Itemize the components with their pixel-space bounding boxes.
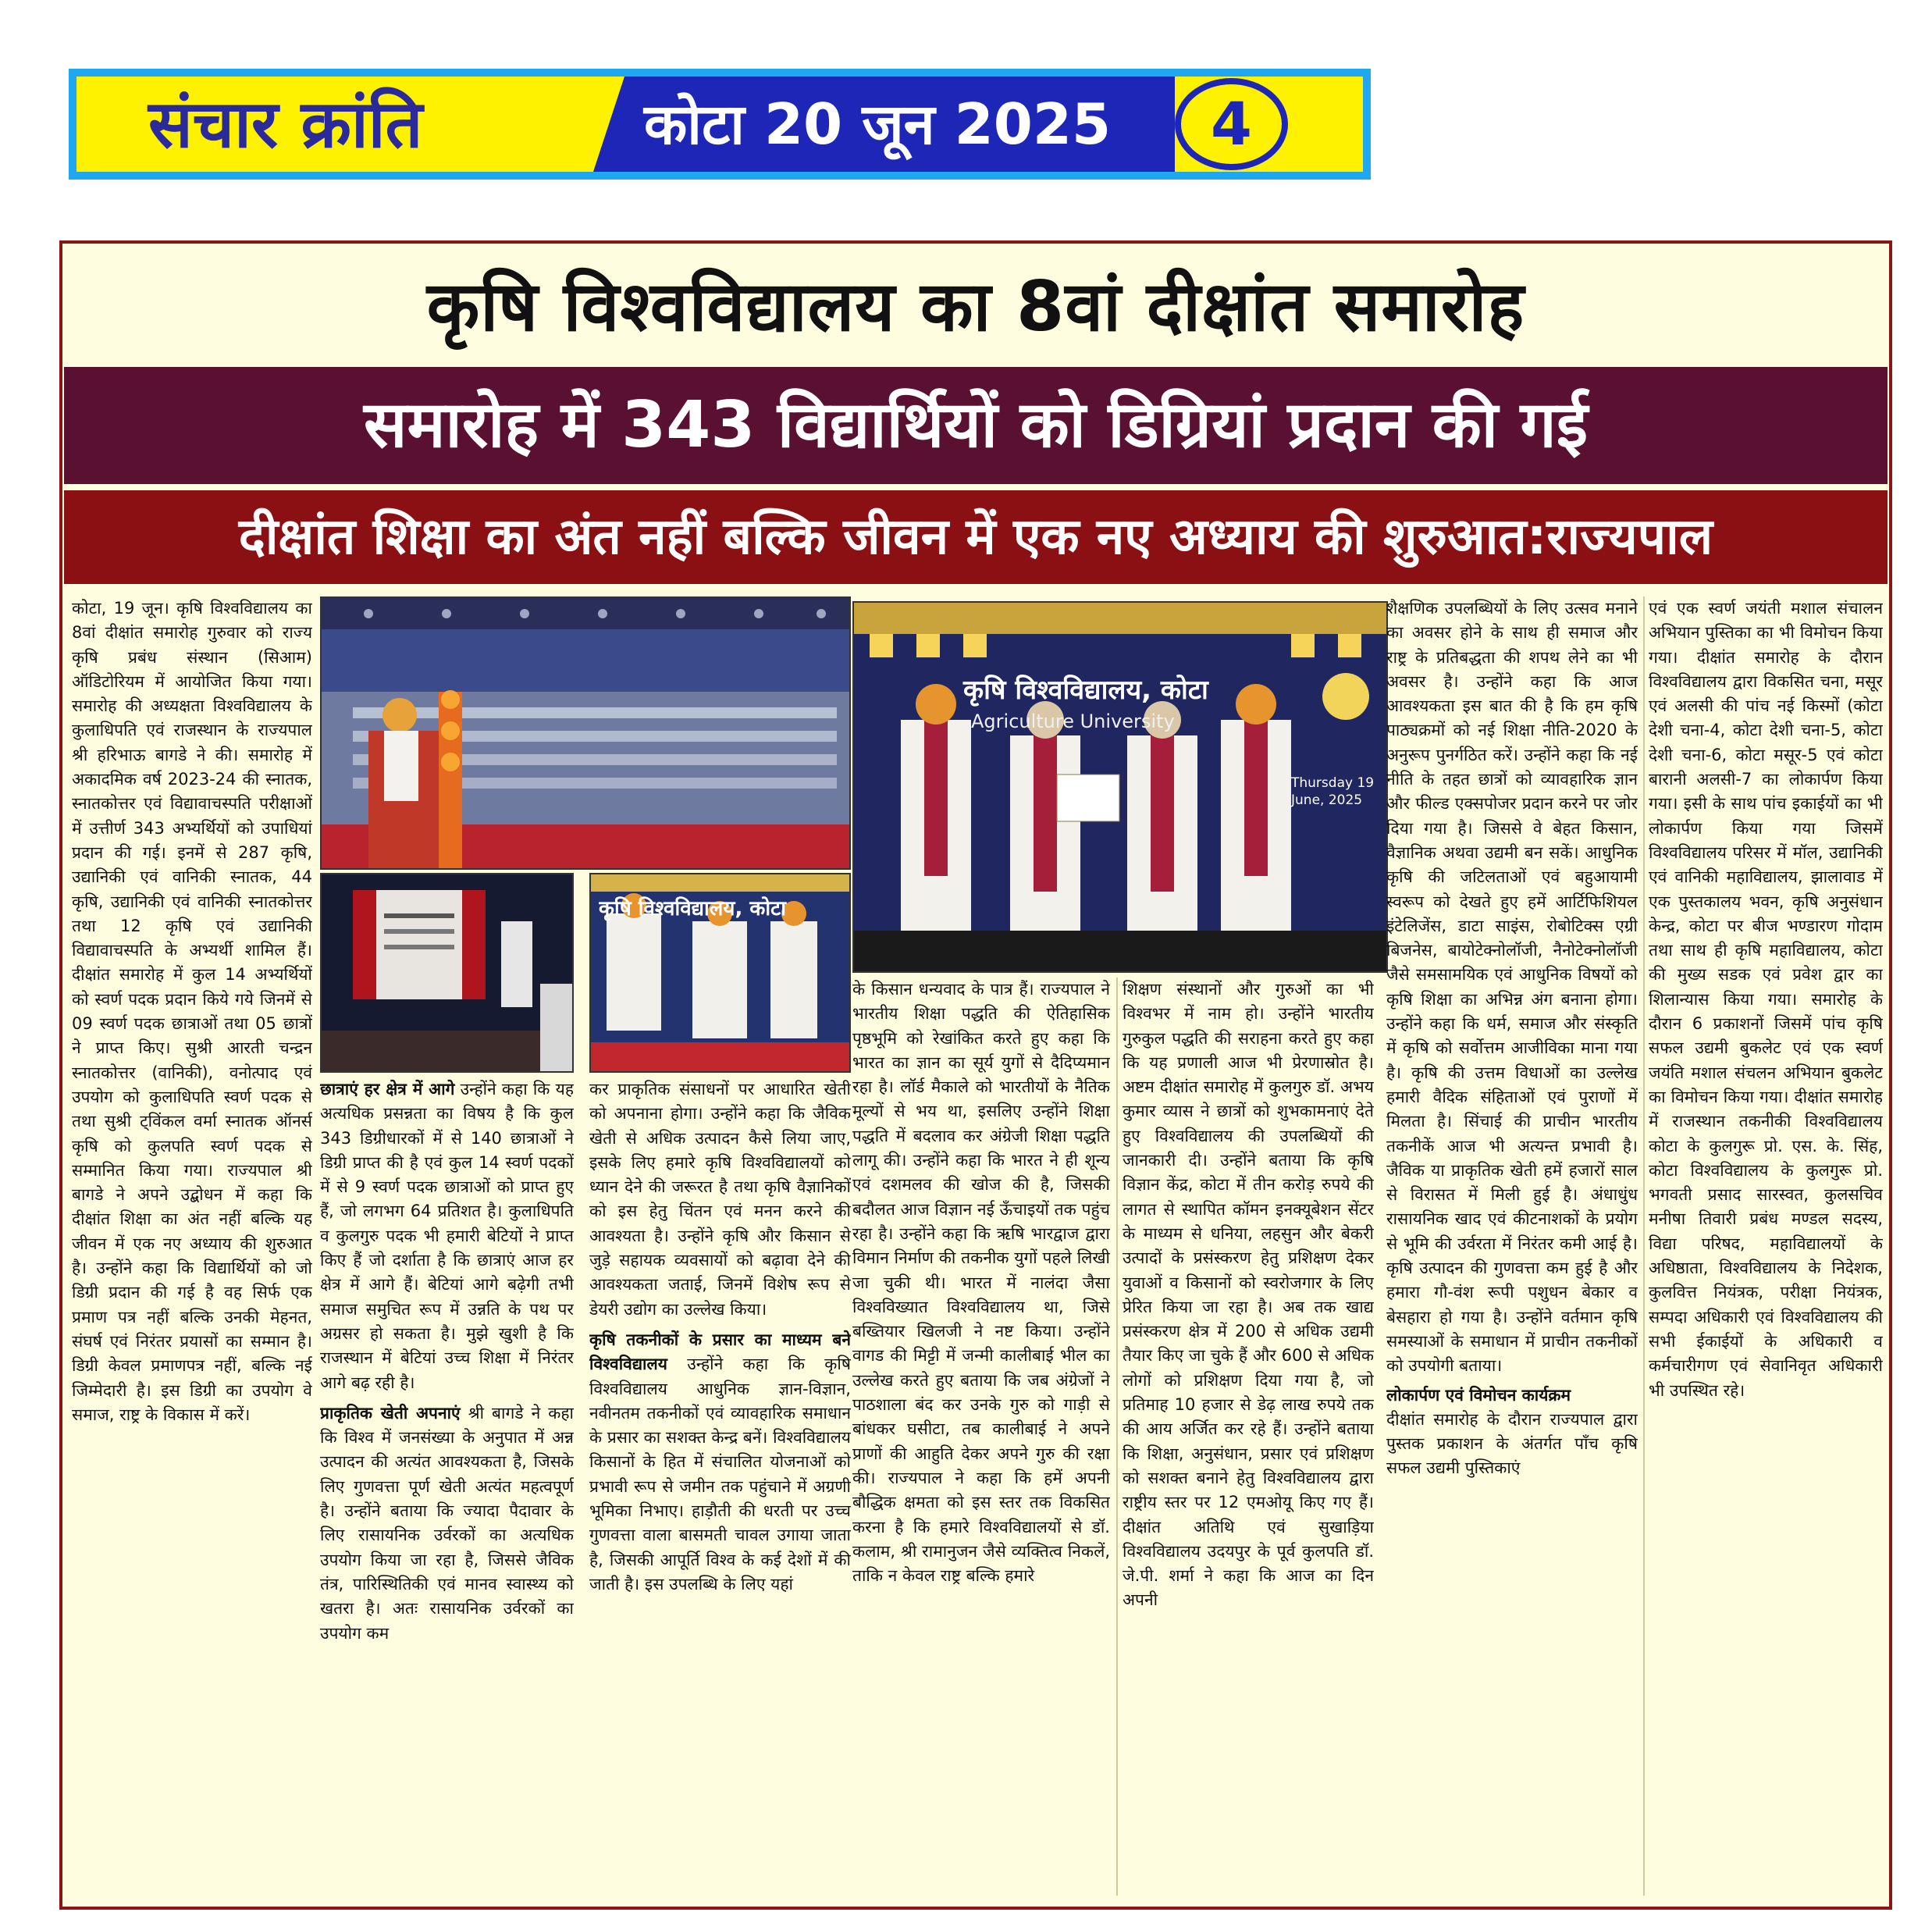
column-3 xyxy=(589,1077,851,1896)
column-6-text: शैक्षणिक उपलब्धियों के लिए उत्सव मनाने का अवसर होने के साथ ही समाज और राष्ट्र के प्रतिबद्धता की शपथ लेने का भी अवसर है। उन्होंने कहा कि आज आवश्यकता इस बात की है कि हम कृषि पाठ्यक्रमों को नई शिक्षा नीति-2020 के अनुरूप पुनर्गठित करें। उन्होंने कहा कि नई नीति के तहत छात्रों को व्यावहारिक ज्ञान और फील्ड एक्सपोजर प्रदान करने पर जोर दिया गया है। जिससे वे बेहत किसान, वैज्ञानिक अथवा उद्यमी बन सकें। आधुनिक कृषि की जटिलताओं एवं बहुआयामी स्वरूप को देखते हुए हमें आर्टिफिशियल इंटेलिजेंस, डाटा साइंस, रोबोटिक्स एग्री बिजनेस, बायोटेक्नोलॉजी, नैनोटेक्नोलॉजी जैसे समसामयिक एवं आधुनिक विषयों को कृषि शिक्षा का अभिन्न अंग बनाना होगा। उन्होंने कहा कि धर्म, समाज और संस्कृति में कृषि को सर्वोत्तम आजीविका माना गया है। कृषि की उत्तम विधाओं का उल्लेख हमारी वैदिक संहिताओं एवं पुराणों में मिलता है। सिंचाई की प्राचीन भारतीय तकनीकें आज भी अत्यन्त प्रभावी है। जैविक या प्राकृतिक खेती हमें हजारों साल से विरासत में मिली हुई है। अंधाधुंध रासायनिक खाद एवं कीटनाशकों के प्रयोग से भूमि की उर्वरता में निरंतर कमी आई है। कृषि उत्पादन की गुणवत्ता कम हुई है और हमारा गौ-वंश रूपी पशुधन बेकार व बेसहारा हो गया है। उन्होंने वर्तमान कृषि समस्याओं के समाधान में प्राचीन तकनीकों को उपयोगी बताया। xyxy=(1386,599,1638,1376)
column-4 xyxy=(852,977,1110,1896)
column-3-text: कर प्राकृतिक संसाधनों पर आधारित खेती को अपनाना होगा। उन्होंने कहा कि जैविक खेती से अधिक उत्पादन कैसे लिया जाए, इसके लिए हमारे कृषि विश्वविद्यालयों को ध्यान देने की जरूरत है तथा कृषि वैज्ञानिकों को इस हेतु चिंतन एवं मनन करने की आवश्यता है। उन्होंने कृषि और किसान से जुड़े सहायक व्यवसायों को बढ़ावा देने की आवश्यकता जताई, जिनमें विशेष रूप से डेयरी उद्योग का उल्लेख किया। xyxy=(589,1080,851,1319)
screen-launch-illustration xyxy=(322,874,574,1073)
page-number: 4 xyxy=(1211,89,1252,158)
section-heading-university-role: कृषि तकनीकों के प्रसार का माध्यम बने विश्वविद्यालय xyxy=(589,1330,851,1374)
stage-banner: कृषि विश्वविद्यालय, कोटा xyxy=(963,675,1208,706)
column-7-text: एवं एक स्वर्ण जयंती मशाल संचालन अभियान पुस्तिका का भी विमोचन किया गया। दीक्षांत समारोह के दौरान विश्वविद्यालय द्वारा विकसित चना, मसूर एवं अलसी की पांच नई किस्मों (कोटा देशी चना-4, कोटा देशी चना-5, कोटा देशी चना-6, कोटा मसूर-5 एवं कोटा बारानी अलसी-7 का लोकार्पण किया गया। इसी के साथ पांच इकाईयों का भी लोकार्पण किया गया जिसमें विश्वविद्यालय परिसर में मॉल, उद्यानिकी एवं वानिकी महाविद्यालय, झालावाड में एक पुस्तकालय भवन, कृषि अनुसंधान केन्द्र, कोटा पर बीज भण्डारण गोदाम तथा साथ ही कृषि महाविद्यालय, कोटा की मुख्य सडक एवं प्रवेश द्वार का शिलान्यास किया गया। समारोह के दौरान 6 प्रकाशनों जिसमें पांच कृषि सफल उद्यमी बुकलेट एवं एक स्वर्ण जयंति मशाल संचलन अभियान बुकलेट का विमोचन किया गया। दीक्षांत समारोह में राजस्थान तकनीकी विश्वविद्यालय कोटा के कुलगुरू प्रो. एस. के. सिंह, कोटा विश्वविद्यालय के कुलगुरू प्रो. भगवती प्रसाद सारस्वत, कुलसचिव मनीषा तिवारी प्रबंध मण्डल सदस्य, विद्या परिषद, महाविद्यालयों के अधिष्ठाता, विश्वविद्यालय के निदेशक, कुलवित्त नियंत्रक, परीक्षा नियंत्रक, सम्पदा अधिकारी एवं विश्वविद्यालय की सभी ईकाईयों के अधिकारी व कर्मचारीगण एवं सेवानिवृत अधिकारी भी उपस्थित रहे। xyxy=(1649,599,1883,1400)
column-5-text: शिक्षण संस्थानों और गुरुओं का भी विश्वभर में नाम हो। उन्होंने भारतीय गुरुकुल पद्धति की सराहना करते हुए कहा कि यह प्रणाली आज भी प्रेरणास्रोत है। अष्टम दीक्षांत समारोह में कुलगुरु डॉ. अभय कुमार व्यास ने छात्रों को शुभकामनाएं देते हुए विश्वविद्यालय की उपलब्धियों की जानकारी दी। उन्होंने बताया कि कृषि विज्ञान केंद्र, कोटा में तीन करोड़ रुपये की लागत से स्थापित कॉमन इनक्यूबेशन सेंटर के माध्यम से धनिया, लहसुन और बेकरी उत्पादों के प्रसंस्करण हेतु प्रशिक्षण देकर युवाओं व किसानों को स्वरोजगार के लिए प्रेरित किया जा रहा है। अब तक खाद्य प्रसंस्करण क्षेत्र में 200 से अधिक उद्यमी तैयार किए जा चुके हैं और 600 से अधिक लोगों को प्रशिक्षण दिया गया है, जो प्रतिमाह 10 हजार से डेढ़ लाख रुपये तक की आय अर्जित कर रहे हैं। उन्होंने बताया कि शिक्षा, अनुसंधान, प्रसार एवं प्रशिक्षण को सशक्त बनाने हेतु विश्वविद्यालय द्वारा राष्ट्रीय स्तर पर 12 एमओयू किए गए हैं। दीक्षांत अतिथि एवं सुखाड़िया विश्वविद्यालय उदयपुर के पूर्व कुलपति डॉ. जे.पी. शर्मा ने कहा कि आज का दिन अपनी xyxy=(1123,980,1374,1610)
photo-degree-ceremony xyxy=(852,601,1388,973)
column-2-text: उन्होंने कहा कि यह अत्यधिक प्रसन्नता का विषय है कि कुल 343 डिग्रीधारकों में से 140 छात्राओं ने डिग्री प्राप्त की है एवं कुल 14 स्वर्ण पदकों में से 9 स्वर्ण पदक छात्राओं को प्राप्त हुए हैं, जो लगभग 64 प्रतिशत है। कुलाधिपति व कुलगुरु पदक भी हमारी बेटियों ने प्राप्त किए हैं जो दर्शाता है कि छात्राएं आज हर क्षेत्र में आगे हैं। बेटियां आगे बढ़ेगी तभी समाज समुचित रूप में उन्नति के पथ पर अग्रसर हो सकता है। मुझे खुशी है कि राजस्थान में बेटियां उच्च शिक्षा में निरंतर आगे बढ़ रही है। xyxy=(320,1080,574,1392)
column-3b-text: उन्होंने कहा कि कृषि विश्वविद्यालय आधुनिक ज्ञान-विज्ञान, नवीनतम तकनीकों एवं व्यावहारिक समाधान के प्रसार का सशक्त केन्द्र बनें। विश्वविद्यालय किसानों के हित में संचालित योजनाओं को प्रभावी रूप से जमीन तक पहुंचाने में अग्रणी भूमिका निभाए। हाड़ौती की धरती पर उच्च गुणवत्ता वाला बासमती चावल उगाया जाता है, जिसकी आपूर्ति विश्व के कई देशों में की जाती है। इस उपलब्धि के लिए यहां xyxy=(589,1355,851,1593)
column-2b-text: श्री बागडे ने कहा कि विश्व में जनसंख्या के अनुपात में अन्न उत्पादन की अत्यंत आवश्यकता है, जिसके लिए गुणवत्ता पूर्ण खेती अत्यंत महत्वपूर्ण है। उन्होंने बताया कि ज्यादा पैदावार के लिए रासायनिक उर्वरकों का अत्यधिक उपयोग किया जा रहा है, जिससे जैविक तंत्र, पारिस्थितिकी एवं मानव स्वास्थ्य को खतरा है। अतः रासायनिक उर्वरकों का उपयोग कम xyxy=(320,1403,574,1643)
column-4-text: के किसान धन्यवाद के पात्र हैं। राज्यपाल ने भारतीय शिक्षा पद्धति की ऐतिहासिक पृष्ठभूमि को रेखांकित करते हुए कहा कि भारत का ज्ञान का सूर्य युगों से दैदिप्यमान रहा है। लॉर्ड मैकाले को भारतीयों के नैतिक मूल्यों से भय था, इसलिए उन्होंने शिक्षा पद्धति में बदलाव कर अंग्रेजी शिक्षा पद्धति लागू की। उन्होंने कहा कि भारत ने ही शून्य एवं दशमलव की खोज की है, जिसकी बदौलत आज विज्ञान नई ऊँचाइयों तक पहुंच रहा है। उन्होंने कहा कि ऋषि भारद्वाज द्वारा विमान निर्माण की तकनीक युगों पहले लिखी जा चुकी थी। भारत में नालंदा जैसा विश्वविख्यात विश्वविद्यालय था, जिसे बख्तियार खिलजी ने नष्ट किया। उन्होंने वागड की मिट्टी में जन्मी कालीबाई भील का उल्लेख करते हुए बताया कि जब अंग्रेजों ने पाठशाला बंद कर उनके गुरु को गाड़ी से बांधकर घसीटा, तब कालीबाई ने अपने प्राणों की आहुति देकर अपने गुरु की रक्षा की। राज्यपाल ने कहा कि हमें अपनी बौद्धिक क्षमता को इस स्तर तक विकसित करना है कि हमारे विश्वविद्यालयों से डॉ. कलाम, श्री रामानुजन जैसे व्यक्तित्व निकलें, ताकि न केवल राष्ट्र बल्कि हमारे xyxy=(852,980,1110,1586)
column-divider xyxy=(1643,596,1645,1896)
small-photo-banner: कृषि विश्वविद्यालय, कोटा xyxy=(599,897,786,920)
column-1 xyxy=(72,596,312,1896)
subheadline-2: दीक्षांत शिक्षा का अंत नहीं बल्कि जीवन में एक नए अध्याय की शुरुआत:राज्यपाल xyxy=(64,490,1888,584)
column-divider xyxy=(1116,977,1118,1896)
column-1-text: कोटा, 19 जून। कृषि विश्वविद्यालय का 8वां दीक्षांत समारोह गुरुवार को राज्य कृषि प्रबंध संस्थान (सिआम) ऑडिटोरियम में आयोजित किया गया। समारोह की अध्यक्षता विश्वविद्यालय के कुलाधिपति एवं राजस्थान के राज्यपाल श्री हरिभाऊ बागडे ने की। समारोह में अकादमिक वर्ष 2023-24 की स्नातक, स्नातकोत्तर एवं विद्यावाचस्पति परीक्षाओं में उत्तीर्ण 343 अभ्यर्थियों को उपाधियां प्रदान की गई। इनमें से 287 कृषि, उद्यानिकी एवं वानिकी स्नातक, 44 कृषि, उद्यानिकी एवं वानिकी स्नातकोत्तर तथा 12 कृषि एवं उद्यानिकी विद्यावाचस्पति के अभ्यर्थी शामिल हैं। दीक्षांत समारोह में कुल 14 अभ्यर्थियों को स्वर्ण पदक प्रदान किये गये जिनमें से 09 स्वर्ण पदक छात्राओं तथा 05 छात्रों ने प्राप्त किए। सुश्री आरती चन्द्रन स्नातकोत्तर (वानिकी), वनोत्पाद एवं उपयोग को कुलाधिपति स्वर्ण पदक से तथा सुश्री ट्विंकल वर्मा स्नातक ऑनर्स कृषि को कुलपति स्वर्ण पदक से सम्मानित किया गया। राज्यपाल श्री बागडे ने अपने उद्बोधन में कहा कि दीक्षांत शिक्षा का अंत नहीं बल्कि यह जीवन में एक नए अध्याय की शुरुआत है। उन्होंने कहा कि विद्यार्थियों को जो डिग्री प्रदान की गई है वह सिर्फ एक प्रमाण पत्र नहीं बल्कि उनकी मेहनत, संघर्ष एवं निरंतर प्रयासों का सम्मान है। डिग्री केवल प्रमाणपत्र नहीं, बल्कि नई जिम्मेदारी है। इस डिग्री का उपयोग वे समाज, राष्ट्र के विकास में करें। xyxy=(72,599,312,1424)
section-heading-launch: लोकार्पण एवं विमोचन कार्यक्रम xyxy=(1386,1385,1571,1405)
headline: कृषि विश्वविद्यालय का 8वां दीक्षांत समारोह xyxy=(426,266,1525,347)
photo-auditorium xyxy=(320,596,851,870)
photo-screen-launch xyxy=(320,873,574,1073)
stage-banner-english: Agriculture University xyxy=(971,710,1175,732)
stage-date: Thursday 19 June, 2025 xyxy=(1291,775,1375,808)
column-2 xyxy=(320,1077,574,1896)
section-heading-girls: छात्राएं हर क्षेत्र में आगे xyxy=(320,1080,455,1099)
dateline: कोटा 20 जून 2025 xyxy=(644,91,1112,157)
column-7 xyxy=(1649,596,1883,1896)
newspaper-name: संचार क्रांति xyxy=(148,86,423,162)
photo-honour-small xyxy=(589,873,851,1073)
section-heading-natural-farming: प्राकृतिक खेती अपनाएं xyxy=(320,1403,461,1423)
auditorium-illustration xyxy=(322,598,851,870)
column-6b-text: दीक्षांत समारोह के दौरान राज्यपाल द्वारा पुस्तक प्रकाशन के अंतर्गत पाँच कृषि सफल उद्यमी पुस्तिकाएं xyxy=(1386,1409,1638,1478)
column-6 xyxy=(1386,596,1638,1896)
subheadline-1: समारोह में 343 विद्यार्थियों को डिग्रियां प्रदान की गई xyxy=(64,367,1888,484)
column-5 xyxy=(1123,977,1374,1896)
